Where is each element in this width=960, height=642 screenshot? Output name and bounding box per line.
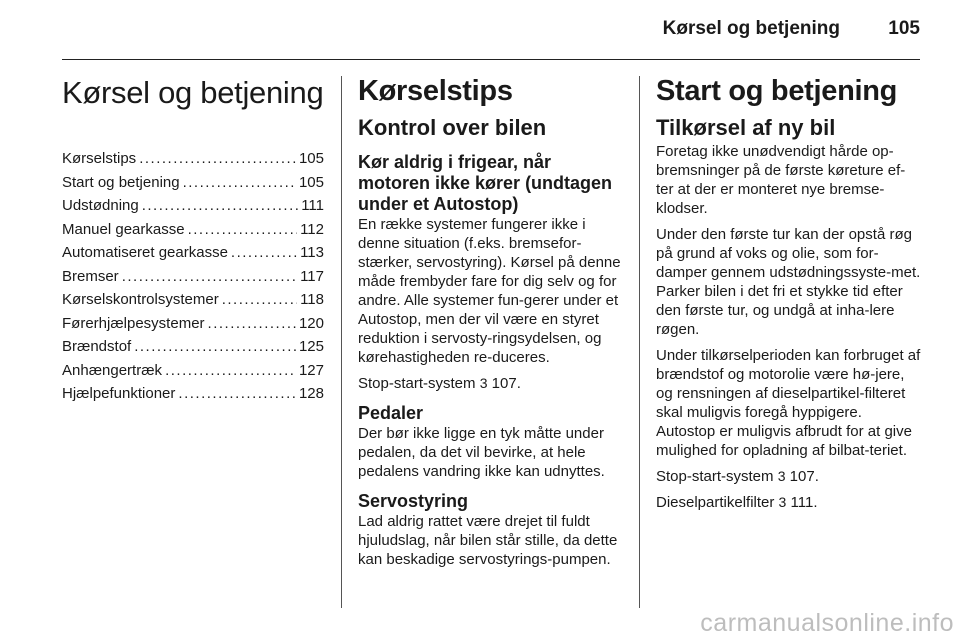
reference-text: Stop-start-system <box>358 375 476 392</box>
reference-arrow-icon: 3 <box>479 375 488 391</box>
paragraph: Der bør ikke ligge en tyk måtte under pedalen, da det vil bevirke, at hele pedalens vandring ikke kan udnyttes. <box>358 425 605 480</box>
toc-leader <box>165 359 296 383</box>
toc-leader <box>142 194 298 218</box>
toc-label: Kørselstips <box>62 150 137 167</box>
section-heading: Start og betjening <box>656 75 898 107</box>
toc-page: 112 <box>300 220 324 238</box>
cross-reference[interactable] <box>656 493 921 512</box>
section-heading: Kørselstips <box>358 75 513 107</box>
toc-leader <box>178 382 296 406</box>
toc-entry[interactable] <box>62 171 324 195</box>
reference-page: 107. <box>491 375 521 392</box>
header-rule <box>62 59 920 60</box>
subsection-heading: Tilkørsel af ny bil <box>656 115 836 140</box>
toc-page: 105 <box>298 150 324 167</box>
watermark: carmanualsonline.info <box>700 609 954 637</box>
toc-leader <box>231 241 297 265</box>
paragraph: Under den første tur kan der opstå røg på grund af voks og olie, som for-damper gennem udstødningssyste-met. Parker bilen i det fri et stykke tid efter den første tur, og undgå at inha-lere røgen. <box>656 226 921 338</box>
paragraph: Foretag ikke unødvendigt hårde op-bremsninger på de første køreture ef-ter at der er monteret nye bremse-klodser. <box>656 143 906 217</box>
toc-page: 111 <box>301 197 324 214</box>
toc-entry[interactable] <box>62 359 324 383</box>
toc-leader <box>208 312 296 336</box>
toc-page: 117 <box>300 267 324 285</box>
toc-leader <box>222 288 297 312</box>
column-divider-1 <box>341 76 342 608</box>
toc-page: 127 <box>298 361 324 379</box>
toc-label: Brændstof <box>62 338 132 355</box>
toc-label: Anhængertræk <box>62 361 163 379</box>
toc-entry[interactable] <box>62 335 324 359</box>
toc-entry[interactable] <box>62 312 324 336</box>
toc-leader <box>122 265 297 289</box>
table-of-contents <box>62 147 324 406</box>
toc-leader <box>139 147 296 171</box>
subsection-heading: Kontrol over bilen <box>358 115 547 140</box>
start-operation-column <box>656 74 921 519</box>
toc-page: 125 <box>298 338 324 355</box>
toc-page: 120 <box>298 314 324 332</box>
topic-heading-neutral: Kør aldrig i frigear, når motoren ikke kører (undtagen under et Autostop) <box>358 152 613 214</box>
toc-label: Kørselskontrolsystemer <box>62 291 219 308</box>
reference-text: Dieselpartikelfilter <box>656 494 775 511</box>
chapter-title: Kørsel og betjening <box>62 75 324 110</box>
toc-entry[interactable] <box>62 265 324 289</box>
cross-reference[interactable] <box>656 467 921 486</box>
toc-label: Manuel gearkasse <box>62 220 185 238</box>
toc-label: Bremser <box>62 267 119 285</box>
toc-label: Hjælpefunktioner <box>62 385 176 402</box>
paragraph: Under tilkørselperioden kan forbruget af brændstof og motorolie være hø-jere, og rensningen af dieselpartikel-filteret skal muligvis foregå hyppigere. Autostop er muligvis afbrudt for at give mulighed for opladning af bilbat-teriet. <box>656 347 921 459</box>
toc-label: Automatiseret gearkasse <box>62 244 228 261</box>
driving-tips-column <box>358 74 623 576</box>
topic-heading-pedals: Pedaler <box>358 403 424 423</box>
topic-heading-steering: Servostyring <box>358 491 469 511</box>
toc-page: 128 <box>298 385 324 402</box>
cross-reference[interactable] <box>358 374 623 393</box>
paragraph: En række systemer fungerer ikke i denne situation (f.eks. bremsefor-stærker, servostyring). Kørsel på denne måde frembyder fare for dig selv og for andre. Alle systemer fun-gerer under et Autostop, men der vil være en styret reduktion i servosty-ringsydelsen, og kørehastigheden re-duceres. <box>358 216 621 366</box>
toc-entry[interactable] <box>62 241 324 265</box>
toc-leader <box>188 218 298 242</box>
reference-arrow-icon: 3 <box>777 468 786 484</box>
toc-page: 113 <box>300 244 324 261</box>
chapter-toc-column <box>62 74 324 406</box>
column-divider-2 <box>639 76 640 608</box>
toc-entry[interactable] <box>62 218 324 242</box>
reference-page: 111. <box>790 494 818 511</box>
toc-label: Førerhjælpesystemer <box>62 314 205 332</box>
toc-leader <box>183 171 296 195</box>
paragraph: Lad aldrig rattet være drejet til fuldt hjuludslag, når bilen står stille, da dette kan beskadige servostyrings-pumpen. <box>358 513 618 568</box>
toc-entry[interactable] <box>62 194 324 218</box>
running-header-title: Kørsel og betjening <box>662 18 840 39</box>
toc-page: 105 <box>298 173 324 191</box>
toc-page: 118 <box>300 291 324 308</box>
toc-entry[interactable] <box>62 147 324 171</box>
reference-text: Stop-start-system <box>656 468 774 485</box>
toc-label: Udstødning <box>62 197 139 214</box>
reference-page: 107. <box>789 468 819 485</box>
page-number: 105 <box>888 18 920 39</box>
toc-leader <box>134 335 296 359</box>
toc-entry[interactable] <box>62 382 324 406</box>
toc-entry[interactable] <box>62 288 324 312</box>
reference-arrow-icon: 3 <box>778 494 787 510</box>
toc-label: Start og betjening <box>62 173 180 191</box>
